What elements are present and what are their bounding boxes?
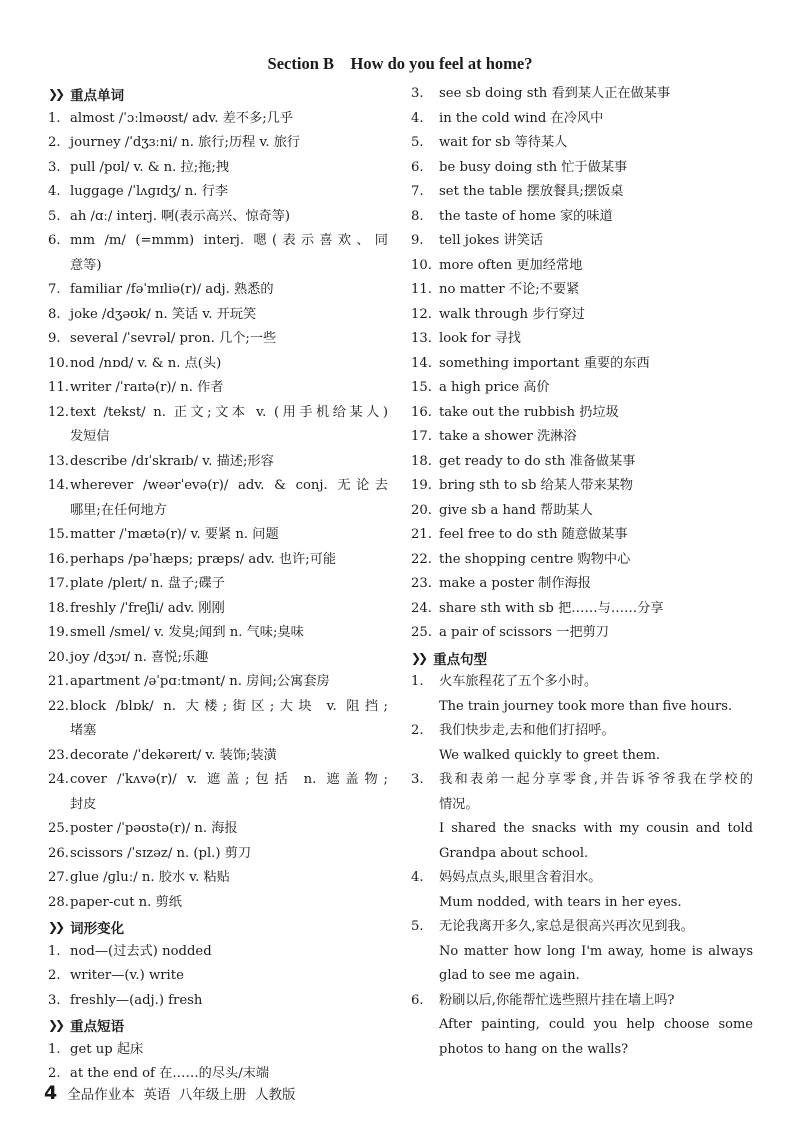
vocab-item [48,768,388,817]
item-number: 19. [48,625,69,640]
item-text-line: matter /ˈmætə(r)/ v. 要紧 n. 问题 [70,527,279,542]
sentence-chinese: 我们快步走,去和他们打招呼。 [439,723,615,738]
vocab-item [48,646,388,671]
double-chevron-icon: ❯❯ [411,650,426,665]
phrase-item [411,621,753,646]
item-number: 2. [411,723,424,738]
item-number: 22. [411,551,432,567]
vocab-item [48,401,388,450]
item-text-line: paper-cut n. 剪纸 [70,894,182,910]
item-text-line: nod /nɒd/ v. & n. 点(头) [70,355,222,371]
item-text-line: look for 寻找 [439,331,521,346]
item-text-line: bring sth to sb 给某人带来某物 [439,478,633,493]
sentence-chinese: 火车旅程花了五个多小时。 [439,674,598,689]
item-number: 26. [48,845,69,861]
vocab-item [48,352,388,377]
sentence-english: I shared the snacks with my cousin and told [439,821,753,836]
item-text-line: cover /ˈkʌvə(r)/ v. 遮盖;包括 n. 遮盖物; [70,772,388,787]
item-text-line: freshly /ˈfreʃli/ adv. 刚刚 [70,600,225,616]
vocab-item [48,523,388,548]
item-number: 5. [411,919,424,934]
item-number: 18. [411,453,432,469]
item-text-line: 堵塞 [70,723,97,738]
item-text-line: see sb doing sth 看到某人正在做某事 [439,86,671,101]
sentence-chinese: 无论我离开多久,家总是很高兴再次见到我。 [439,919,694,934]
item-number: 5. [411,135,424,150]
item-text-line: get up 起床 [70,1041,144,1057]
item-number: 14. [411,355,432,371]
sentence-item [411,670,753,719]
phrase-item [411,572,753,597]
item-number: 7. [48,282,61,297]
word-form-item [48,964,388,989]
sentence-english: No matter how long I'm away, home is always [439,943,753,959]
item-text-line: familiar /fəˈmɪliə(r)/ adj. 熟悉的 [70,282,274,297]
section-heading-sentences [411,646,753,671]
item-text-line: no matter 不论;不要紧 [439,282,580,297]
left-column [48,82,388,1087]
item-text-line: scissors /ˈsɪzəz/ n. (pl.) 剪刀 [70,845,252,861]
item-number: 17. [411,429,432,444]
vocab-item [48,597,388,622]
item-text-line: writer /ˈraɪtə(r)/ n. 作者 [70,380,224,395]
item-number: 4. [48,184,61,199]
sentence-english: glad to see me again. [439,968,580,983]
item-text-line: smell /smel/ v. 发臭;闻到 n. 气味;臭味 [70,625,304,640]
book-info: 全品作业本 英语 八年级上册 人教版 [67,1087,296,1103]
vocab-item [48,156,388,181]
item-text-line: almost /ˈɔːlməʊst/ adv. 差不多;几乎 [70,110,294,126]
sentence-english: After painting, could you help choose some [439,1017,753,1032]
phrase-item [411,131,753,156]
item-text-line: joy /dʒɔɪ/ n. 喜悦;乐趣 [70,649,209,665]
item-number: 18. [48,600,69,616]
item-text-line: block /blɒk/ n. 大楼;街区;大块 v. 阻挡; [70,698,388,714]
item-number: 3. [411,86,424,101]
item-text-line: poster /ˈpəʊstə(r)/ n. 海报 [70,821,238,836]
phrase-item [411,450,753,475]
sentence-english: The train journey took more than five hours. [439,698,733,714]
phrase-item [411,523,753,548]
item-text-line: 封皮 [70,796,97,812]
item-text-line: feel free to do sth 随意做某事 [439,527,628,542]
phrase-item [411,156,753,181]
double-chevron-icon: ❯❯ [48,87,63,102]
phrase-item [411,376,753,401]
item-number: 1. [48,110,61,126]
vocab-item [48,474,388,523]
item-number: 6. [48,233,61,248]
item-text-line: make a poster 制作海报 [439,576,591,591]
item-number: 12. [411,306,432,322]
double-chevron-icon: ❯❯ [48,920,63,935]
item-number: 3. [411,772,424,787]
item-text-line: take out the rubbish 扔垃圾 [439,404,619,420]
vocab-item [48,744,388,769]
phrase-item [411,229,753,254]
phrase-item [411,597,753,622]
item-text-line: a pair of scissors 一把剪刀 [439,625,609,640]
item-text-line: apartment /əˈpɑːtmənt/ n. 房间;公寓套房 [70,674,330,689]
item-number: 2. [48,968,61,983]
item-text-line: glue /ɡluː/ n. 胶水 v. 粘贴 [70,870,230,885]
phrase-item [411,303,753,328]
item-text-line: luggage /ˈlʌɡɪdʒ/ n. 行李 [70,184,229,199]
vocab-item [48,548,388,573]
item-text-line: pull /pʊl/ v. & n. 拉;拖;拽 [70,159,230,175]
vocab-item [48,131,388,156]
vocab-item [48,891,388,916]
item-text-line: share sth with sb 把……与……分享 [439,600,664,616]
page-footer [44,1082,295,1104]
item-number: 27. [48,870,69,885]
item-number: 10. [48,355,69,371]
vocab-item [48,450,388,475]
item-text-line: give sb a hand 帮助某人 [439,502,593,518]
sentence-chinese: 情况。 [439,796,479,812]
sentence-chinese: 粉刷以后,你能帮忙选些照片挂在墙上吗? [439,992,675,1008]
item-number: 25. [48,821,69,836]
item-text-line: several /ˈsevrəl/ pron. 几个;一些 [70,331,277,346]
item-text-line: be busy doing sth 忙于做某事 [439,159,628,175]
item-number: 20. [48,649,69,665]
item-number: 21. [48,674,69,689]
item-number: 5. [48,208,61,224]
item-text-line: wherever /weərˈevə(r)/ adv. & conj. 无论去 [70,478,388,493]
item-text-line: a high price 高价 [439,380,550,395]
item-text-line: text /tekst/ n. 正文;文本 v. (用手机给某人) [70,404,388,420]
item-text-line: 哪里;在任何地方 [70,502,167,518]
vocab-item [48,229,388,278]
item-text-line: mm /m/ (=mmm) interj. 嗯(表示喜欢、同 [70,233,388,248]
item-text-line: at the end of 在……的尽头/末端 [70,1066,270,1081]
item-number: 2. [48,135,61,150]
item-text-line: take a shower 洗淋浴 [439,429,577,444]
phrase-item [411,254,753,279]
word-form-item [48,989,388,1014]
section-heading-text: 重点句型 [433,651,488,668]
item-text-line: set the table 摆放餐具;摆饭桌 [439,184,624,199]
item-number: 12. [48,404,69,420]
phrase-item [411,548,753,573]
sentence-english: Grandpa about school. [439,845,589,861]
item-number: 2. [48,1066,61,1081]
item-number: 17. [48,576,69,591]
item-text-line: journey /ˈdʒɜːni/ n. 旅行;历程 v. 旅行 [70,135,301,150]
item-number: 8. [411,208,424,224]
phrase-item [411,327,753,352]
vocab-item [48,621,388,646]
section-heading-text: 词形变化 [70,921,125,938]
vocab-item [48,695,388,744]
vocab-item [48,107,388,132]
item-number: 3. [48,992,61,1008]
item-text-line: 意等) [70,257,102,273]
phrase-item [411,180,753,205]
item-text-line: decorate /ˈdekəreɪt/ v. 装饰;装潢 [70,747,277,763]
sentence-item [411,915,753,989]
item-text-line: walk through 步行穿过 [439,306,585,322]
phrase-item [411,425,753,450]
item-number: 4. [411,110,424,126]
phrase-item [411,107,753,132]
section-heading-text: 重点短语 [70,1019,125,1036]
item-text-line: nod—(过去式) nodded [70,943,212,959]
phrase-item [411,474,753,499]
item-text-line: perhaps /pəˈhæps; præps/ adv. 也许;可能 [70,551,337,567]
section-heading-vocabulary [48,82,388,107]
phrase-item [411,278,753,303]
item-number: 15. [48,527,69,542]
item-number: 24. [411,600,432,616]
vocab-item [48,205,388,230]
item-number: 24. [48,772,69,787]
sentence-english: Mum nodded, with tears in her eyes. [439,894,682,910]
item-number: 10. [411,257,432,273]
item-text-line: plate /pleɪt/ n. 盘子;碟子 [70,576,225,591]
item-number: 13. [48,453,69,469]
sentence-chinese: 妈妈点点头,眼里含着泪水。 [439,870,602,885]
item-number: 6. [411,159,424,175]
item-number: 14. [48,478,69,493]
item-text-line: get ready to do sth 准备做某事 [439,453,636,469]
vocab-item [48,376,388,401]
word-form-item [48,940,388,965]
phrase-item [411,205,753,230]
item-number: 23. [48,747,69,763]
item-number: 25. [411,625,432,640]
item-number: 20. [411,502,432,518]
item-number: 11. [411,282,432,297]
item-number: 19. [411,478,432,493]
item-number: 23. [411,576,432,591]
item-number: 4. [411,870,424,885]
item-number: 22. [48,698,69,714]
phrase-item [411,352,753,377]
vocab-item [48,866,388,891]
sentence-item [411,866,753,915]
item-number: 21. [411,527,432,542]
vocab-item [48,278,388,303]
section-heading-phrases [48,1013,388,1038]
sentence-item [411,719,753,768]
item-number: 1. [411,674,424,689]
right-column [411,82,753,1062]
page-number: 4 [44,1082,58,1104]
sentence-item [411,768,753,866]
vocab-item [48,303,388,328]
item-number: 15. [411,380,432,395]
item-text-line: tell jokes 讲笑话 [439,233,544,248]
double-chevron-icon: ❯❯ [48,1018,63,1033]
item-text-line: joke /dʒəʊk/ n. 笑话 v. 开玩笑 [70,306,257,322]
phrase-item [411,499,753,524]
item-text-line: writer—(v.) write [70,968,184,983]
item-number: 11. [48,380,69,395]
item-number: 1. [48,1041,61,1057]
item-text-line: the taste of home 家的味道 [439,208,613,224]
item-number: 6. [411,992,424,1008]
vocab-item [48,180,388,205]
sentence-item [411,989,753,1063]
item-text-line: describe /dɪˈskraɪb/ v. 描述;形容 [70,453,274,469]
item-number: 16. [411,404,432,420]
phrase-item [48,1038,388,1063]
item-text-line: the shopping centre 购物中心 [439,551,631,567]
section-heading-word-forms [48,915,388,940]
item-number: 7. [411,184,424,199]
item-text-line: in the cold wind 在冷风中 [439,110,604,126]
sentence-english: photos to hang on the walls? [439,1041,629,1057]
item-number: 28. [48,894,69,910]
item-number: 1. [48,943,61,959]
vocab-item [48,670,388,695]
sentence-english: We walked quickly to greet them. [439,747,661,763]
item-text-line: more often 更加经常地 [439,257,583,273]
vocab-item [48,842,388,867]
item-number: 8. [48,306,61,322]
vocab-item [48,572,388,597]
section-heading-text: 重点单词 [70,88,125,105]
item-text-line: wait for sb 等待某人 [439,135,568,150]
item-text-line: something important 重要的东西 [439,355,650,371]
item-text-line: 发短信 [70,429,110,444]
item-text-line: freshly—(adj.) fresh [70,992,203,1008]
item-text-line: ah /ɑː/ interj. 啊(表示高兴、惊奇等) [70,208,291,224]
item-number: 16. [48,551,69,567]
item-number: 13. [411,331,432,346]
item-number: 3. [48,159,61,175]
phrase-item [411,82,753,107]
item-number: 9. [411,233,424,248]
vocab-item [48,327,388,352]
phrase-item [411,401,753,426]
vocab-item [48,817,388,842]
sentence-chinese: 我和表弟一起分享零食,并告诉爷爷我在学校的 [439,772,753,787]
section-title: Section B How do you feel at home? [267,54,533,73]
item-number: 9. [48,331,61,346]
